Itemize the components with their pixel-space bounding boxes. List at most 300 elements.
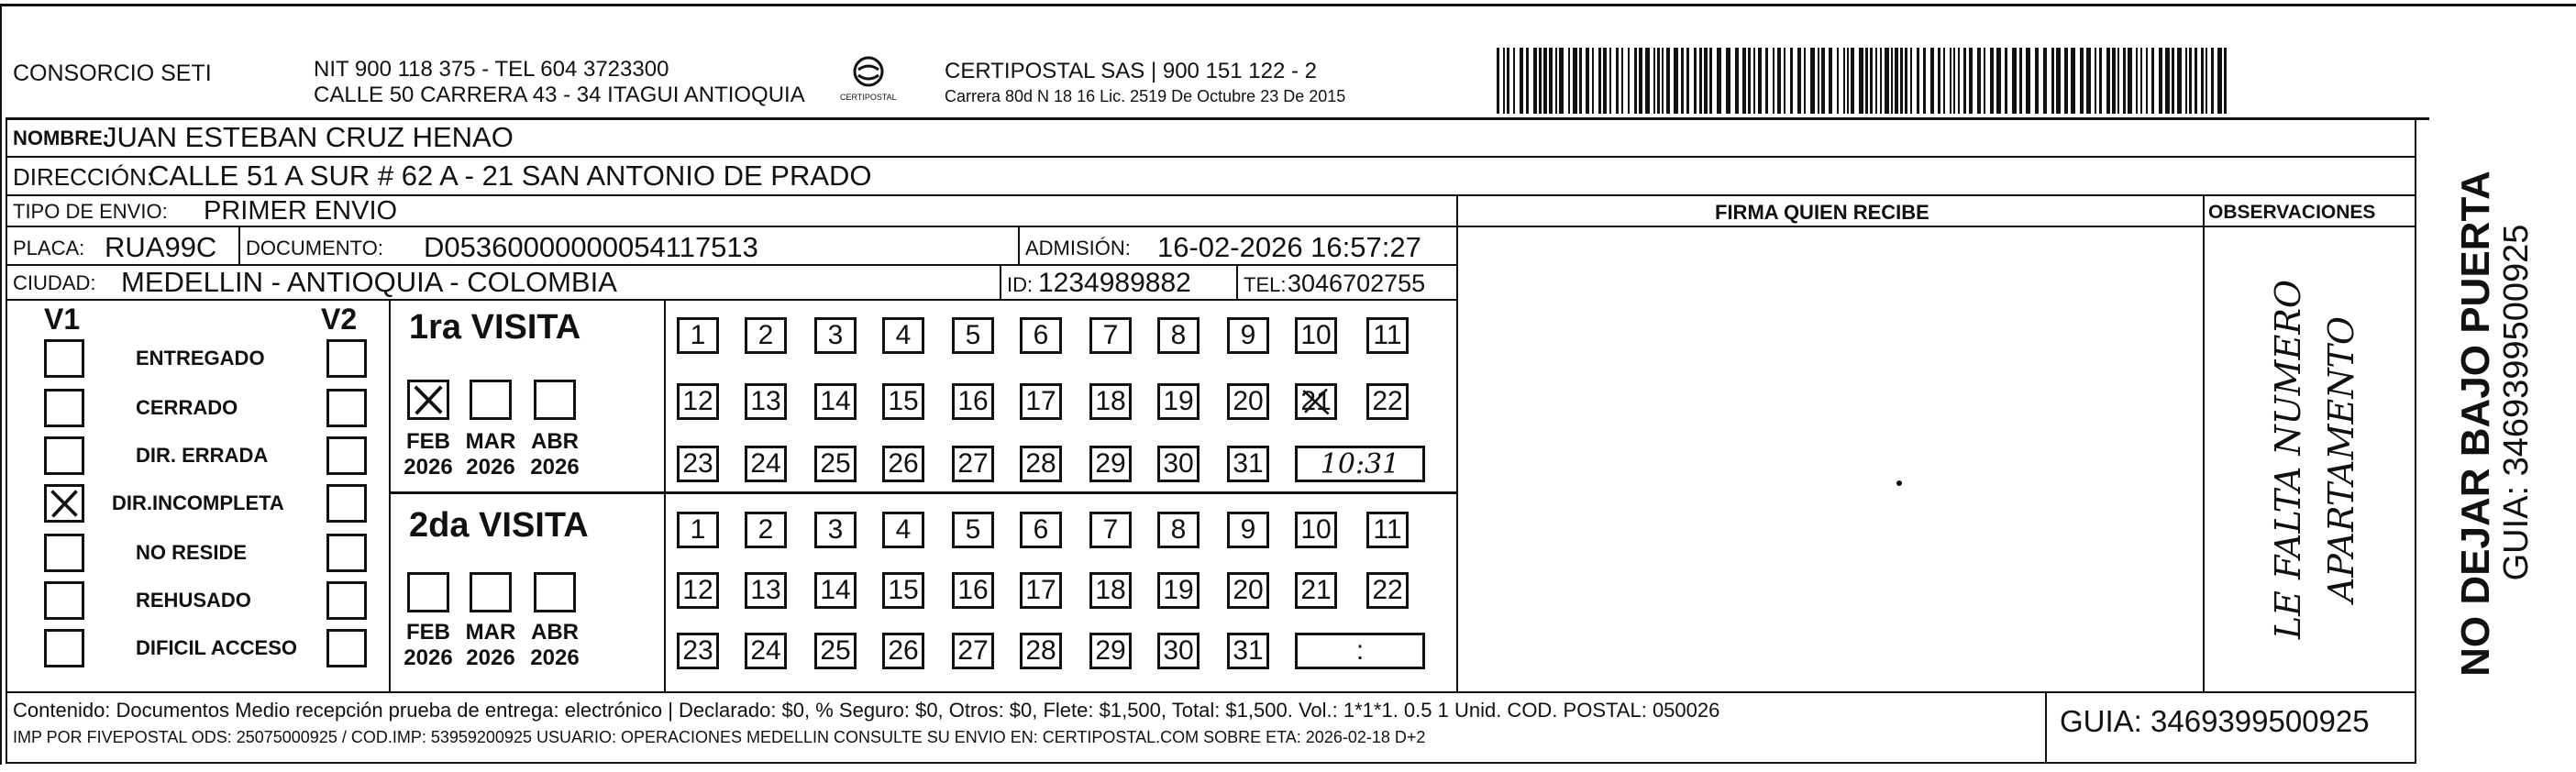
visit-day-box[interactable] bbox=[677, 572, 719, 609]
barcode-bar bbox=[1990, 48, 1994, 114]
status-checkbox-v2[interactable] bbox=[326, 436, 367, 475]
visit-day-box[interactable] bbox=[814, 633, 857, 669]
barcode-bar bbox=[1568, 48, 1570, 114]
barcode-bar bbox=[1559, 48, 1564, 114]
barcode-bar bbox=[1645, 48, 1650, 114]
visit-month-checkbox[interactable] bbox=[534, 572, 576, 612]
barcode-bar bbox=[2165, 48, 2170, 114]
barcode-bar bbox=[1616, 48, 1619, 114]
barcode-bar bbox=[1549, 48, 1553, 114]
placa-divider bbox=[238, 226, 240, 264]
visit-day-box[interactable] bbox=[952, 633, 994, 669]
barcode-bar bbox=[1497, 48, 1499, 114]
barcode-bar bbox=[2026, 48, 2030, 114]
visit-day-number: 15 bbox=[888, 575, 919, 605]
visit-day-number: 13 bbox=[750, 575, 781, 605]
admision-divider bbox=[1018, 226, 1020, 264]
visit-day-box[interactable] bbox=[882, 633, 924, 669]
barcode-bar bbox=[1666, 48, 1670, 114]
visit-day-box[interactable] bbox=[1089, 317, 1132, 354]
visit-day-box[interactable] bbox=[1020, 572, 1062, 609]
status-checkbox-v1[interactable] bbox=[44, 581, 84, 620]
barcode-bar bbox=[1628, 48, 1630, 114]
visit-day-number: 19 bbox=[1163, 386, 1194, 416]
tipo-value: PRIMER ENVIO bbox=[204, 196, 398, 226]
barcode-bar bbox=[2159, 48, 2162, 114]
visit-day-number: 12 bbox=[682, 386, 713, 416]
status-right-divider bbox=[389, 299, 391, 691]
barcode-bar bbox=[2123, 48, 2126, 114]
visit-day-box[interactable] bbox=[1157, 317, 1200, 354]
direccion-label: DIRECCIÓN: bbox=[13, 163, 154, 191]
barcode-bar bbox=[1726, 48, 1730, 114]
barcode-bar bbox=[1777, 48, 1781, 114]
visit-day-number: 20 bbox=[1233, 386, 1264, 416]
visit-month-checkbox[interactable] bbox=[534, 380, 576, 420]
observaciones-divider bbox=[2203, 194, 2205, 691]
status-label: DIR. ERRADA bbox=[136, 444, 269, 467]
barcode-bar bbox=[1938, 48, 1940, 114]
barcode-bar bbox=[1520, 48, 1523, 114]
visit-day-box[interactable] bbox=[1227, 446, 1269, 482]
visit-day-box[interactable] bbox=[952, 446, 994, 482]
visit-day-box[interactable] bbox=[882, 383, 924, 420]
barcode-bar bbox=[1930, 48, 1934, 114]
visit-day-box[interactable] bbox=[1227, 317, 1269, 354]
id-divider bbox=[1000, 264, 1001, 299]
visit-day-box[interactable] bbox=[677, 633, 719, 669]
barcode-bar bbox=[2080, 48, 2084, 114]
barcode-bar bbox=[2064, 48, 2068, 114]
status-checkbox-v1[interactable] bbox=[44, 436, 84, 475]
visit-day-number: 5 bbox=[965, 320, 981, 350]
visit-month-checkbox[interactable] bbox=[407, 380, 449, 420]
barcode-bar bbox=[1773, 48, 1774, 114]
barcode-bar bbox=[1969, 48, 1973, 114]
barcode-bar bbox=[1603, 48, 1607, 114]
barcode-bar bbox=[2035, 48, 2039, 114]
barcode-bar bbox=[1953, 48, 1955, 114]
admision-label: ADMISIÓN: bbox=[1025, 237, 1131, 259]
visit-day-box[interactable] bbox=[1227, 572, 1269, 609]
visit-day-box[interactable] bbox=[745, 317, 787, 354]
visit-day-number: 1 bbox=[690, 320, 706, 350]
barcode-bar bbox=[2140, 48, 2142, 114]
status-label: DIR.INCOMPLETA bbox=[112, 491, 284, 514]
visit-day-box[interactable] bbox=[677, 512, 719, 548]
visit-day-number: 28 bbox=[1025, 448, 1056, 479]
visit-day-number: 6 bbox=[1033, 514, 1049, 545]
visit-day-box[interactable] bbox=[745, 383, 787, 420]
visit-day-box[interactable] bbox=[677, 383, 719, 420]
visit-day-number: 23 bbox=[682, 448, 713, 479]
row-line-5 bbox=[6, 299, 1458, 301]
admision-value: 16-02-2026 16:57:27 bbox=[1157, 231, 1421, 263]
footer-line-2: IMP POR FIVEPOSTAL ODS: 25075000925 / COD.IMP: 53959200925 USUARIO: OPERACIONES MEDELLIN CONSULTE SU ENVIO EN: CERTIPOSTAL.COM SOBRE ETA: 2026-02-18 D+2 bbox=[13, 728, 1426, 746]
visit-day-number: 29 bbox=[1095, 448, 1126, 479]
barcode-bar bbox=[1507, 48, 1509, 114]
barcode-bar bbox=[2189, 48, 2192, 114]
visit-day-box[interactable] bbox=[1366, 317, 1409, 354]
visit-time-box[interactable] bbox=[1295, 446, 1425, 482]
barcode-bar bbox=[1742, 48, 1746, 114]
barcode-bar bbox=[1880, 48, 1882, 114]
visit-day-box[interactable] bbox=[952, 572, 994, 609]
visit-time-box[interactable] bbox=[1295, 633, 1425, 669]
barcode-bar bbox=[1784, 48, 1786, 114]
barcode-bar bbox=[2071, 48, 2075, 114]
barcode-bar bbox=[1891, 48, 1893, 114]
visit-day-number: 13 bbox=[750, 386, 781, 416]
v2-label: V2 bbox=[321, 303, 358, 336]
status-label: ENTREGADO bbox=[136, 347, 265, 369]
barcode-bar bbox=[2005, 48, 2007, 114]
visit-month-label bbox=[527, 620, 582, 670]
status-checkbox-v1[interactable] bbox=[44, 484, 84, 523]
visit-day-box[interactable] bbox=[814, 317, 857, 354]
visit-day-number: 6 bbox=[1033, 320, 1049, 350]
visit-day-number: 27 bbox=[957, 635, 989, 666]
v1-label: V1 bbox=[44, 303, 81, 336]
visit-day-box[interactable] bbox=[1157, 383, 1200, 420]
barcode-bar bbox=[1843, 48, 1845, 114]
visit-month-year: 2026 bbox=[530, 454, 580, 480]
visit-day-box[interactable] bbox=[677, 446, 719, 482]
status-label: NO RESIDE bbox=[136, 541, 248, 564]
visit-month-checkbox[interactable] bbox=[470, 380, 512, 420]
visit-day-number: 21 bbox=[1300, 575, 1332, 605]
visit-day-box[interactable] bbox=[677, 317, 719, 354]
status-checkbox-v2[interactable] bbox=[326, 629, 367, 667]
license-line: Carrera 80d N 18 16 Lic. 2519 De Octubre 23 De 2015 bbox=[945, 87, 1346, 105]
status-checkbox-v2[interactable] bbox=[326, 581, 367, 620]
visit-day-number: 31 bbox=[1233, 635, 1264, 666]
barcode-bar bbox=[2172, 48, 2174, 114]
visit-month-year: 2026 bbox=[466, 454, 515, 480]
barcode-bar bbox=[2195, 48, 2197, 114]
barcode-bar bbox=[1709, 48, 1712, 114]
barcode-bar bbox=[1765, 48, 1768, 114]
visit-day-box[interactable] bbox=[1227, 383, 1269, 420]
visit-day-box[interactable] bbox=[1366, 572, 1409, 609]
visit-day-number: 16 bbox=[957, 386, 989, 416]
visit-day-box[interactable] bbox=[1089, 572, 1132, 609]
visit-month-name: ABR bbox=[531, 620, 579, 645]
barcode-bar bbox=[1797, 48, 1801, 114]
footer-top bbox=[6, 691, 2415, 693]
visit-day-box[interactable] bbox=[745, 633, 787, 669]
barcode-bar bbox=[2201, 48, 2204, 114]
visit-day-number: 19 bbox=[1163, 575, 1194, 605]
barcode-bar bbox=[2106, 48, 2110, 114]
nit-line: NIT 900 118 375 - TEL 604 3723300 bbox=[314, 57, 669, 82]
barcode-bar bbox=[1609, 48, 1611, 114]
visit-day-box[interactable] bbox=[952, 317, 994, 354]
visit-month-label bbox=[463, 620, 518, 670]
barcode-bar bbox=[2099, 48, 2102, 114]
barcode-bar bbox=[2019, 48, 2022, 114]
status-checkbox-v2[interactable] bbox=[326, 339, 367, 378]
frame-bottom bbox=[6, 762, 2416, 764]
status-checkbox-v2[interactable] bbox=[326, 484, 367, 523]
barcode-bar bbox=[1996, 48, 2001, 114]
barcode-bar bbox=[1573, 48, 1577, 114]
nombre-label: NOMBRE: bbox=[13, 127, 110, 149]
visit-day-number: 30 bbox=[1163, 448, 1194, 479]
visit-day-number: 31 bbox=[1233, 448, 1264, 479]
visit-day-box[interactable] bbox=[1366, 512, 1409, 548]
tel-divider bbox=[1236, 264, 1238, 299]
visit-day-box[interactable] bbox=[745, 512, 787, 548]
visit-day-number: 7 bbox=[1102, 514, 1119, 545]
barcode-bar bbox=[1895, 48, 1898, 114]
visit-month-label bbox=[401, 620, 456, 670]
visit-day-number: 26 bbox=[888, 448, 919, 479]
barcode-bar bbox=[1829, 48, 1832, 114]
visit-day-box[interactable] bbox=[814, 446, 857, 482]
visit-day-number: 9 bbox=[1240, 514, 1256, 545]
barcode-bar bbox=[1639, 48, 1642, 114]
barcode-bar bbox=[2056, 48, 2061, 114]
barcode-bar bbox=[1586, 48, 1589, 114]
logo-text: CERTIPOSTAL bbox=[840, 93, 897, 102]
direccion-value: CALLE 51 A SUR # 62 A - 21 SAN ANTONIO DE PRADO bbox=[149, 160, 872, 192]
barcode-bar bbox=[2206, 48, 2207, 114]
visit-day-box[interactable] bbox=[1020, 633, 1062, 669]
barcode-bar bbox=[2128, 48, 2132, 114]
status-checkbox-v1[interactable] bbox=[44, 389, 84, 427]
visit-day-number: 3 bbox=[827, 514, 844, 545]
visit-day-box[interactable] bbox=[745, 446, 787, 482]
status-checkbox-v1[interactable] bbox=[44, 339, 84, 378]
visit-day-number: 9 bbox=[1240, 320, 1256, 350]
visit-day-box[interactable] bbox=[1295, 572, 1337, 609]
barcode-bar bbox=[1704, 48, 1708, 114]
visit-day-number: 26 bbox=[888, 635, 919, 666]
visit-day-number: 14 bbox=[820, 386, 851, 416]
barcode-bar bbox=[1526, 48, 1529, 114]
barcode-bar bbox=[1837, 48, 1839, 114]
barcode-bar bbox=[2112, 48, 2116, 114]
visit-month-name: FEB bbox=[406, 620, 450, 645]
certipostal-logo bbox=[836, 55, 901, 108]
visit-day-box[interactable] bbox=[1366, 383, 1409, 420]
visit-time-value: 10:31 bbox=[1320, 447, 1400, 480]
observaciones-header: OBSERVACIONES bbox=[2208, 202, 2376, 223]
barcode-bar bbox=[2043, 48, 2047, 114]
barcode-bar bbox=[2117, 48, 2119, 114]
barcode-bar bbox=[1543, 48, 1547, 114]
visit-day-number: 10 bbox=[1300, 320, 1332, 350]
certipostal-line: CERTIPOSTAL SAS | 900 151 122 - 2 bbox=[945, 59, 1317, 83]
barcode-bar bbox=[2177, 48, 2182, 114]
barcode-bar bbox=[1790, 48, 1793, 114]
barcode-bar bbox=[1818, 48, 1819, 114]
status-label: DIFICIL ACCESO bbox=[136, 636, 298, 659]
visit-day-box[interactable] bbox=[1157, 572, 1200, 609]
ciudad-value: MEDELLIN - ANTIOQUIA - COLOMBIA bbox=[121, 266, 617, 298]
id-value: 1234989882 bbox=[1038, 268, 1191, 298]
barcode-bar bbox=[1910, 48, 1912, 114]
first-visit-title: 1ra VISITA bbox=[409, 308, 581, 347]
footer-guia-divider bbox=[2045, 691, 2047, 763]
status-checkbox-v1[interactable] bbox=[44, 629, 84, 667]
day-check-mark bbox=[1298, 386, 1334, 417]
visit-day-box[interactable] bbox=[814, 512, 857, 548]
visit-day-number: 1 bbox=[690, 514, 706, 545]
visit-day-number: 2 bbox=[757, 514, 774, 545]
visit-day-box[interactable] bbox=[952, 512, 994, 548]
barcode-bar bbox=[1943, 48, 1945, 114]
visit-day-number: 2 bbox=[757, 320, 774, 350]
visit-day-box[interactable] bbox=[1089, 446, 1132, 482]
barcode-bar bbox=[2136, 48, 2138, 114]
visit-day-number: 11 bbox=[1373, 320, 1402, 350]
visit-month-checkbox[interactable] bbox=[407, 572, 449, 612]
barcode-bar bbox=[1875, 48, 1877, 114]
visit-day-box[interactable] bbox=[1020, 383, 1062, 420]
visit-day-box[interactable] bbox=[1295, 383, 1337, 420]
visit-day-box[interactable] bbox=[1227, 633, 1269, 669]
nombre-value: JUAN ESTEBAN CRUZ HENAO bbox=[103, 121, 514, 153]
visit-month-year: 2026 bbox=[530, 645, 580, 670]
barcode-bar bbox=[1634, 48, 1637, 114]
visit-day-number: 22 bbox=[1372, 386, 1403, 416]
visit-day-box[interactable] bbox=[952, 383, 994, 420]
visit-day-number: 8 bbox=[1170, 514, 1187, 545]
side-warning: NO DEJAR BAJO PUERTA bbox=[2453, 171, 2498, 677]
side-guia: GUIA: 3469399500925 bbox=[2497, 224, 2536, 581]
barcode-bar bbox=[1513, 48, 1515, 114]
visit-day-number: 24 bbox=[750, 448, 781, 479]
id-label: ID: bbox=[1007, 273, 1034, 296]
barcode-bar bbox=[2051, 48, 2054, 114]
visit-day-box[interactable] bbox=[882, 317, 924, 354]
barcode-bar bbox=[1810, 48, 1815, 114]
visit-day-box[interactable] bbox=[882, 446, 924, 482]
observation-line-1: LE FALTA NUMERO bbox=[2268, 279, 2308, 640]
visit-day-box[interactable] bbox=[1227, 512, 1269, 548]
barcode-bar bbox=[1963, 48, 1966, 114]
barcode-bar bbox=[1533, 48, 1537, 114]
visit-month-name: MAR bbox=[465, 620, 516, 645]
barcode-bar bbox=[2224, 48, 2227, 114]
visit-day-box[interactable] bbox=[1295, 512, 1337, 548]
visit-day-box[interactable] bbox=[1295, 317, 1337, 354]
visit-day-number: 30 bbox=[1163, 635, 1194, 666]
visit-day-box[interactable] bbox=[1020, 512, 1062, 548]
barcode-bar bbox=[1821, 48, 1825, 114]
visit-month-checkbox[interactable] bbox=[470, 572, 512, 612]
visit-days-divider bbox=[664, 299, 666, 691]
visit-day-box[interactable] bbox=[1157, 633, 1200, 669]
barcode-bar bbox=[2217, 48, 2222, 114]
observation-line-2: APARTAMENTO bbox=[2321, 316, 2361, 603]
barcode-bar bbox=[1870, 48, 1873, 114]
visit-day-number: 18 bbox=[1095, 386, 1126, 416]
visit-day-box[interactable] bbox=[1157, 512, 1200, 548]
visit-day-number: 25 bbox=[820, 635, 851, 666]
signature-area bbox=[1460, 227, 2201, 689]
barcode-bar bbox=[1885, 48, 1889, 114]
visit-month-year: 2026 bbox=[466, 645, 515, 670]
visit-day-box[interactable] bbox=[745, 572, 787, 609]
barcode-bar bbox=[1503, 48, 1505, 114]
barcode-bar bbox=[2146, 48, 2148, 114]
barcode-bar bbox=[1753, 48, 1755, 114]
visit-month-name: ABR bbox=[531, 429, 579, 454]
visit-day-number: 7 bbox=[1102, 320, 1119, 350]
barcode-bar bbox=[1598, 48, 1601, 114]
barcode-bar bbox=[1686, 48, 1689, 114]
barcode-bar bbox=[1847, 48, 1849, 114]
visit-day-box[interactable] bbox=[814, 572, 857, 609]
ciudad-label: CIUDAD: bbox=[13, 271, 96, 294]
status-checkbox-v1[interactable] bbox=[44, 534, 84, 572]
visit-day-number: 21 bbox=[1300, 386, 1332, 416]
visit-month-name: FEB bbox=[406, 429, 450, 454]
visit-day-box[interactable] bbox=[1089, 383, 1132, 420]
status-label: REHUSADO bbox=[136, 589, 251, 612]
visit-day-number: 15 bbox=[888, 386, 919, 416]
barcode-bar bbox=[1977, 48, 1981, 114]
tel-label: TEL: bbox=[1244, 273, 1287, 296]
visit-day-number: 27 bbox=[957, 448, 989, 479]
visit-separator bbox=[389, 491, 1456, 494]
stray-dot bbox=[1896, 480, 1902, 486]
visit-month-name: MAR bbox=[465, 429, 516, 454]
barcode-bar bbox=[1681, 48, 1684, 114]
footer-line-1: Contenido: Documentos Medio recepción prueba de entrega: electrónico | Declarado: $0, % Seguro: $0, Otros: $0, Flete: $1,500, Total: $1,500. Vol.: 1*1*1. 0.5 1 Unid. COD. POSTAL: 050026 bbox=[13, 699, 1720, 722]
barcode-bar bbox=[1657, 48, 1660, 114]
visit-day-number: 23 bbox=[682, 635, 713, 666]
visit-day-number: 28 bbox=[1025, 635, 1056, 666]
barcode-bar bbox=[1804, 48, 1806, 114]
barcode-bar bbox=[1923, 48, 1926, 114]
status-checkbox-v2[interactable] bbox=[326, 534, 367, 572]
visit-day-box[interactable] bbox=[1020, 317, 1062, 354]
tel-value: 3046702755 bbox=[1288, 270, 1426, 297]
visit-day-number: 10 bbox=[1300, 514, 1332, 545]
barcode-bar bbox=[1621, 48, 1623, 114]
visit-day-box[interactable] bbox=[1157, 446, 1200, 482]
visit-day-box[interactable] bbox=[1089, 633, 1132, 669]
barcode-bar bbox=[1674, 48, 1678, 114]
status-checkbox-v2[interactable] bbox=[326, 389, 367, 427]
barcode-bar bbox=[2095, 48, 2096, 114]
firma-header: FIRMA QUIEN RECIBE bbox=[1715, 201, 1929, 224]
visit-day-number: 20 bbox=[1233, 575, 1264, 605]
barcode-bar bbox=[1555, 48, 1557, 114]
visit-day-number: 3 bbox=[827, 320, 844, 350]
visit-day-box[interactable] bbox=[882, 512, 924, 548]
barcode-bar bbox=[1984, 48, 1985, 114]
barcode-bar bbox=[1653, 48, 1655, 114]
barcode bbox=[1497, 48, 2230, 114]
visit-month-year: 2026 bbox=[404, 454, 453, 480]
visit-day-number: 29 bbox=[1095, 635, 1126, 666]
barcode-bar bbox=[2151, 48, 2154, 114]
visit-day-box[interactable] bbox=[814, 383, 857, 420]
barcode-bar bbox=[1950, 48, 1951, 114]
visit-day-box[interactable] bbox=[882, 572, 924, 609]
frame-left bbox=[6, 117, 7, 764]
visit-day-box[interactable] bbox=[1020, 446, 1062, 482]
barcode-bar bbox=[1592, 48, 1594, 114]
barcode-bar bbox=[1694, 48, 1697, 114]
visit-day-box[interactable] bbox=[1089, 512, 1132, 548]
barcode-bar bbox=[1958, 48, 1960, 114]
